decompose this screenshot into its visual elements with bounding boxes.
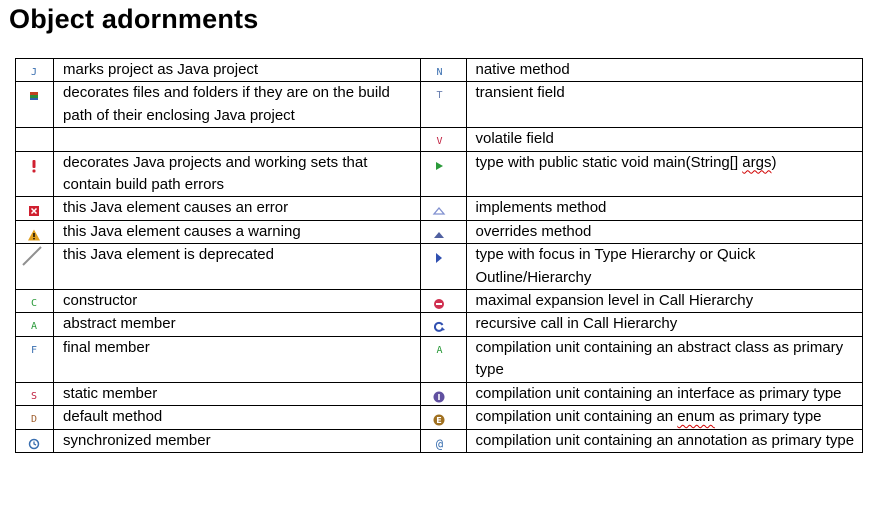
description-cell [54, 382, 421, 405]
constructor-icon: C [30, 298, 38, 310]
static-member-icon: S [30, 390, 38, 402]
table-row [16, 290, 863, 313]
overrides-icon [432, 228, 446, 242]
icon-cell [421, 244, 466, 290]
description-cell [54, 313, 421, 336]
icon-cell [16, 290, 54, 313]
icon-cell [16, 220, 54, 243]
transient-field-icon: T [436, 90, 443, 102]
icon-cell [16, 128, 54, 151]
table-row [16, 151, 863, 197]
icon-cell [16, 82, 54, 128]
description-cell [466, 82, 863, 128]
description-cell [466, 244, 863, 290]
description-cell [466, 128, 863, 151]
table-row [16, 313, 863, 336]
focus-type-icon [432, 251, 446, 265]
description-cell [54, 59, 421, 82]
table-row [16, 244, 863, 290]
icon-cell [421, 429, 466, 452]
table-row [16, 429, 863, 452]
description-cell [54, 336, 421, 382]
abstract-member-icon: A [30, 321, 38, 333]
description-cell [466, 336, 863, 382]
description-cell [466, 197, 863, 220]
recursive-call-icon [432, 320, 446, 334]
icon-cell [421, 151, 466, 197]
description-cell [466, 313, 863, 336]
adornment-description: abstract member [63, 315, 176, 333]
icon-cell [16, 151, 54, 197]
warning-icon [27, 228, 41, 242]
description-cell [466, 59, 863, 82]
adornment-description: static member [63, 384, 158, 402]
description-cell [54, 128, 421, 151]
icon-cell [421, 220, 466, 243]
error-icon [27, 204, 41, 218]
adornment-description: type with public static void main(String[] args) [475, 153, 777, 171]
adornment-description: constructor [63, 292, 138, 310]
table-row [16, 197, 863, 220]
description-cell [54, 220, 421, 243]
abstract-class-unit-icon: A [436, 344, 443, 356]
icon-cell [421, 59, 466, 82]
description-cell [466, 151, 863, 197]
adornment-description: maximal expansion level in Call Hierarchy [475, 292, 754, 310]
icon-cell [421, 290, 466, 313]
adornment-description: overrides method [475, 222, 592, 240]
table-row [16, 382, 863, 405]
adornment-description: compilation unit containing an annotation as primary type [475, 431, 855, 449]
native-method-icon: N [436, 67, 443, 78]
description-cell [54, 406, 421, 429]
java-project-icon: J [30, 67, 38, 78]
icon-cell [421, 336, 466, 382]
adornment-description: this Java element causes an error [63, 199, 289, 217]
adornment-description: recursive call in Call Hierarchy [475, 315, 678, 333]
svg-text:E: E [436, 416, 443, 426]
icon-cell [16, 313, 54, 336]
deprecated-icon [27, 245, 41, 259]
annotation-unit-icon: @ [435, 436, 444, 451]
adornment-description: final member [63, 338, 150, 356]
volatile-field-icon: V [436, 136, 443, 148]
table-row [16, 336, 863, 382]
icon-cell [16, 406, 54, 429]
description-cell [54, 244, 421, 290]
icon-cell [421, 406, 466, 429]
main-method-icon [432, 159, 446, 173]
adornment-description: compilation unit containing an interface as primary type [475, 384, 842, 402]
description-cell [466, 220, 863, 243]
adornment-description: volatile field [475, 130, 554, 148]
description-cell [54, 290, 421, 313]
adornment-description: decorates files and folders if they are on the build path of their enclosing Java project [63, 84, 390, 124]
adornment-description: this Java element is deprecated [63, 246, 274, 264]
implements-icon [432, 204, 446, 218]
icon-cell [16, 336, 54, 382]
description-cell [54, 429, 421, 452]
adornment-description: default method [63, 408, 163, 426]
icon-cell [16, 59, 54, 82]
icon-cell [421, 197, 466, 220]
adornment-description: marks project as Java project [63, 61, 259, 78]
icon-cell [16, 244, 54, 290]
max-expansion-icon [432, 297, 446, 311]
table-row [16, 59, 863, 82]
default-method-icon: D [30, 414, 38, 426]
enum-unit-icon [432, 413, 446, 427]
adornment-description: compilation unit containing an abstract class as primary type [475, 338, 844, 379]
svg-text:I: I [437, 392, 441, 402]
adornment-description: decorates Java projects and working sets that contain build path errors [63, 153, 368, 194]
icon-cell [421, 313, 466, 336]
adornment-description: compilation unit containing an enum as primary type [475, 408, 822, 426]
adornment-description: type with focus in Type Hierarchy or Quick Outline/Hierarchy [475, 246, 756, 286]
build-path-icon [27, 89, 41, 103]
adornment-description: synchronized member [63, 431, 211, 449]
table-row [16, 220, 863, 243]
table-row [16, 406, 863, 429]
adornment-description: transient field [475, 84, 565, 102]
icon-cell [16, 382, 54, 405]
adornment-description: implements method [475, 199, 607, 217]
table-row [16, 128, 863, 151]
final-member-icon: F [30, 344, 38, 356]
adornment-description: this Java element causes a warning [63, 222, 301, 240]
table-row [16, 82, 863, 128]
adornments-table [15, 58, 863, 453]
description-cell [466, 290, 863, 313]
synchronized-member-icon [27, 437, 41, 451]
icon-cell [421, 128, 466, 151]
build-path-error-icon [27, 159, 41, 173]
icon-cell [421, 82, 466, 128]
description-cell [466, 429, 863, 452]
description-cell [54, 151, 421, 197]
description-cell [466, 382, 863, 405]
description-cell [466, 406, 863, 429]
description-cell [54, 197, 421, 220]
description-cell [54, 82, 421, 128]
icon-cell [16, 429, 54, 452]
icon-cell [16, 197, 54, 220]
page-title: Object adornments [9, 4, 259, 34]
interface-unit-icon [432, 390, 446, 404]
adornment-description: native method [475, 61, 570, 78]
icon-cell [421, 382, 466, 405]
